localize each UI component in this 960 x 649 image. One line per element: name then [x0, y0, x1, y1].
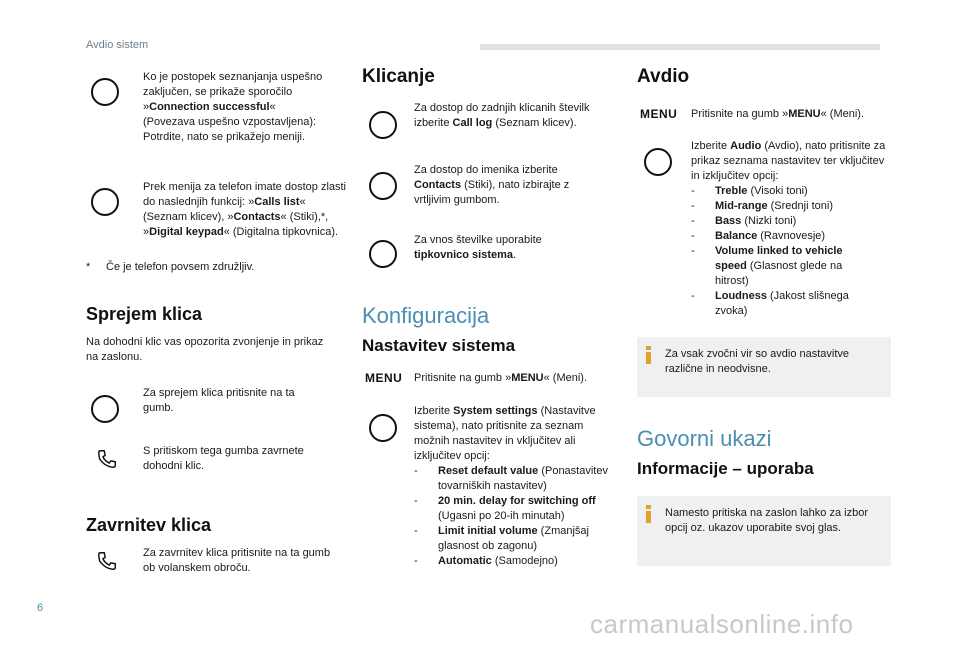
heading-govorni-ukazi: Govorni ukazi [637, 426, 772, 451]
menu-button-icon: MENU [365, 371, 403, 385]
info-box [637, 496, 891, 566]
heading-sprejem-klica: Sprejem klica [86, 304, 203, 324]
heading-nastavitev-sistema: Nastavitev sistema [362, 336, 516, 355]
header-bar [480, 44, 880, 50]
heading-konfiguracija: Konfiguracija [362, 303, 490, 328]
rotary-knob-icon [369, 240, 397, 268]
footnote-mark: * [86, 261, 91, 273]
footnote-text: Če je telefon povsem združljiv. [106, 261, 255, 273]
rotary-knob-icon [369, 111, 397, 139]
sprejem-intro-text: Na dohodni klic vas opozorita zvonjenje in prikaz na zaslonu. [86, 336, 324, 363]
heading-informacije-uporaba: Informacije – uporaba [637, 459, 814, 478]
info-box-text: Namesto pritiska na zaslon lahko za izbor opcij oz. ukazov uporabite svoj glas. [665, 507, 868, 534]
keypad-text: Za vnos številke uporabite tipkovnico sistema. [414, 234, 542, 261]
list-item: - Mid-range (Srednji toni) [691, 200, 833, 212]
info-box [637, 337, 891, 397]
system-settings-text: Izberite System settings (Nastavitve sistema), nato pritisnite za seznam možnih nastavitev in vključitev ali izključitev opcij: - Reset default value (Ponastavitev tovarniških nastavitev) - 20 min. delay for switching off (Ugasni po 20-ih minutah) - Limit initial volume (Zmanjšaj glasnost ob zagonu) - Automatic (Samodejno) [414, 404, 614, 569]
watermark: carmanualsonline.info [590, 609, 854, 639]
list-item: - Loudness (Jakost slišnega zvoka) [691, 290, 849, 317]
heading-avdio: Avdio [637, 66, 690, 87]
phone-icon [96, 550, 118, 572]
list-item: - Bass (Nizki toni) [691, 215, 797, 227]
rotary-knob-icon [369, 172, 397, 200]
sprejem-phone-text: S pritiskom tega gumba zavrnete dohodni klic. [143, 445, 304, 472]
page-number: 6 [37, 602, 44, 614]
menu-press-text: Pritisnite na gumb »MENU« (Meni). [414, 372, 588, 384]
list-item: - Treble (Visoki toni) [691, 185, 808, 197]
menu-button-icon: MENU [640, 107, 678, 121]
rotary-knob-icon [369, 414, 397, 442]
info-icon [646, 505, 651, 523]
pairing-success-text: Ko je postopek seznanjanja uspešno zaključen, se prikaže sporočilo »Connection successful« (Povezava uspešno vzpostavljena): Potrdite, nato se prikažejo meniji. [143, 71, 323, 143]
heading-klicanje: Klicanje [362, 66, 435, 87]
list-item: - 20 min. delay for switching off (Ugasni po 20-ih minutah) [414, 495, 596, 522]
heading-zavrnitev-klica: Zavrnitev klica [86, 515, 212, 535]
audio-settings-list [691, 184, 891, 319]
system-settings-list [414, 464, 614, 569]
sprejem-knob-text: Za sprejem klica pritisnite na ta gumb. [143, 387, 295, 414]
rotary-knob-icon [91, 78, 119, 106]
header-title: Avdio sistem [86, 39, 149, 51]
list-item: - Automatic (Samodejno) [414, 555, 558, 567]
menu-press-text: Pritisnite na gumb »MENU« (Meni). [691, 108, 865, 120]
list-item: - Limit initial volume (Zmanjšaj glasnost ob zagonu) [414, 525, 589, 552]
info-icon [646, 346, 651, 364]
rotary-knob-icon [91, 188, 119, 216]
phone-menu-text: Prek menija za telefon imate dostop zlasti do naslednjih funkcij: »Calls list« (Seznam klicev), »Contacts« (Stiki),*, »Digital keypad« (Digitalna tipkovnica). [143, 181, 346, 238]
list-item: - Balance (Ravnovesje) [691, 230, 826, 242]
list-item: - Reset default value (Ponastavitev tovarniških nastavitev) [414, 465, 608, 492]
zavrnitev-phone-text: Za zavrnitev klica pritisnite na ta gumb ob volanskem obroču. [143, 547, 331, 574]
call-log-text: Za dostop do zadnjih klicanih številk izberite Call log (Seznam klicev). [414, 102, 590, 129]
rotary-knob-icon [91, 395, 119, 423]
contacts-text: Za dostop do imenika izberite Contacts (Stiki), nato izbirajte z vrtljivim gumbom. [414, 164, 570, 206]
audio-settings-text: Izberite Audio (Avdio), nato pritisnite za prikaz seznama nastavitev ter vključitev in izključitev opcij: - Treble (Visoki toni) - Mid-range (Srednji toni) - Bass (Nizki toni) - Balance (Ravnovesje) - Volume linked to vehicle speed (Glasnost glede na hitrost) - Loudness (Jakost slišnega zvoka) [691, 139, 891, 319]
rotary-knob-icon [644, 148, 672, 176]
info-box-text: Za vsak zvočni vir so avdio nastavitve različne in neodvisne. [665, 348, 850, 375]
phone-icon [96, 448, 118, 470]
list-item: - Volume linked to vehicle speed (Glasnost glede na hitrost) [691, 245, 843, 287]
